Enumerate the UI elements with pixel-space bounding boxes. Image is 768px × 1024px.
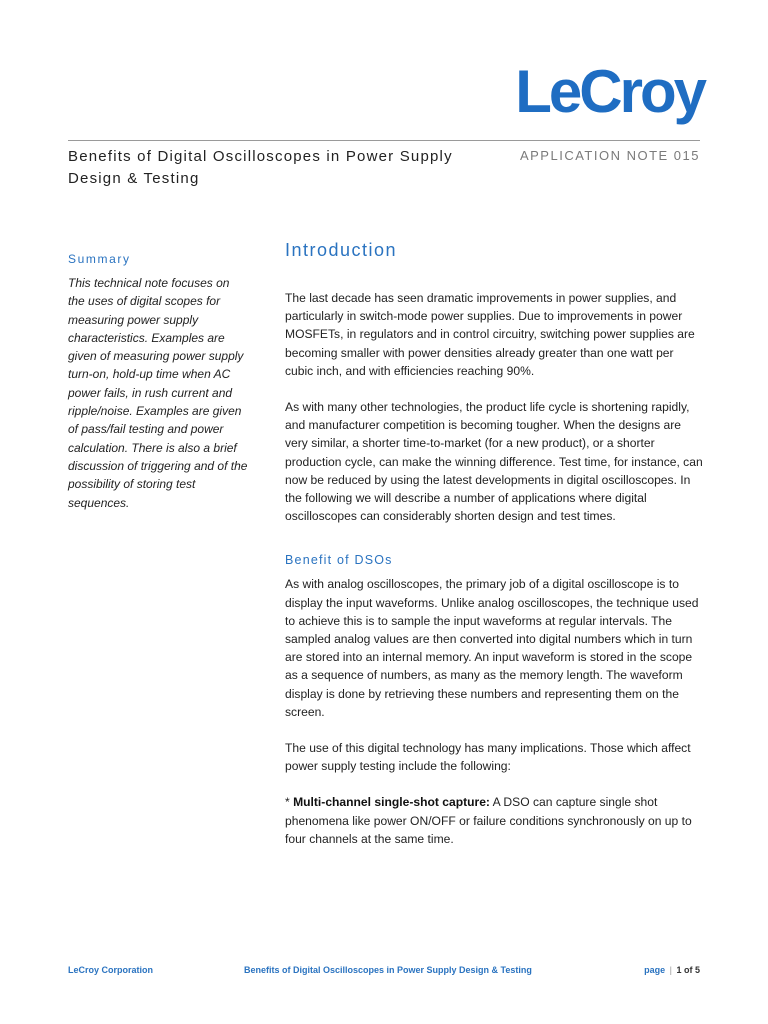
application-note-label: APPLICATION NOTE 015 — [519, 148, 700, 163]
summary-text: This technical note focuses on the uses of digital scopes for measuring power supply characteristics. Examples are given of measuring power supply turn-on, hold-up time when AC power fails, in rush current and ripple/noise. Examples are given of pass/fail testing and power calculation. There is also a brief discussion of triggering and of the possibility of storing test sequences. — [68, 276, 248, 510]
benefit-of-dsos-heading: Benefit of DSOs — [285, 553, 393, 568]
introduction-heading: Introduction — [285, 240, 398, 260]
footer-separator: | — [669, 965, 672, 975]
footer-title: Benefits of Digital Oscilloscopes in Power Supply Design & Testing — [244, 965, 532, 975]
dso-paragraph-1: As with analog oscilloscopes, the primary job of a digital oscilloscope is to display the input waveforms. Unlike analog oscilloscopes, the technique used to achieve this is to sample the input waveforms at regular intervals. The sampled analog values are then converted into digital numbers which in turn are stored into an internal memory. An input waveform is stored in the scope as a sequence of numbers, as many as the memory length. The waveform display is done by retrieving these numbers and representing them on the screen. — [285, 577, 699, 719]
dso-paragraph-2: The use of this digital technology has many implications. Those which affect power supply testing include the following: — [285, 741, 691, 774]
document-title: Benefits of Digital Oscilloscopes in Power Supply Design & Testing — [68, 148, 453, 187]
footer-company: LeCroy Corporation — [68, 965, 154, 975]
bullet-multi-channel — [285, 793, 705, 848]
lecroy-logo: LeCroy — [515, 58, 704, 125]
bullet-bold-label: Multi-channel single-shot capture: — [293, 795, 490, 810]
bullet-marker: * — [285, 795, 294, 810]
page-footer — [68, 965, 700, 979]
summary-sidebar — [68, 252, 248, 512]
footer-page-number: 1 of 5 — [676, 965, 700, 975]
intro-paragraph-2: As with many other technologies, the product life cycle is shortening rapidly, and manufacturer competition is becoming tougher. When the designs are very similar, a shorter time-to-market (for a new product), or a shorter production cycle, can make the winning difference. Test time, for instance, can now be reduced by using the latest developments in digital oscilloscopes. In the following we will describe a number of applications where digital oscilloscopes can considerably shorten design and test times. — [285, 400, 703, 524]
bullet-text: A DSO can capture single shot phenomena like power ON/OFF or failure conditions synchronously on up to four channels at the same time. — [285, 795, 692, 846]
intro-paragraph-1: The last decade has seen dramatic improvements in power supplies, and particularly in switch-mode power supplies. Due to improvements in power MOSFETs, in regulators and in control circuitry, switching power supplies are becoming smaller with power densities already greater than one watt per cubic inch, and with efficiencies reaching 90%. — [285, 291, 695, 378]
footer-page-label: page — [644, 965, 666, 975]
main-content — [285, 240, 705, 866]
footer-page — [644, 965, 700, 975]
summary-heading: Summary — [68, 252, 131, 266]
header-divider — [68, 140, 700, 141]
